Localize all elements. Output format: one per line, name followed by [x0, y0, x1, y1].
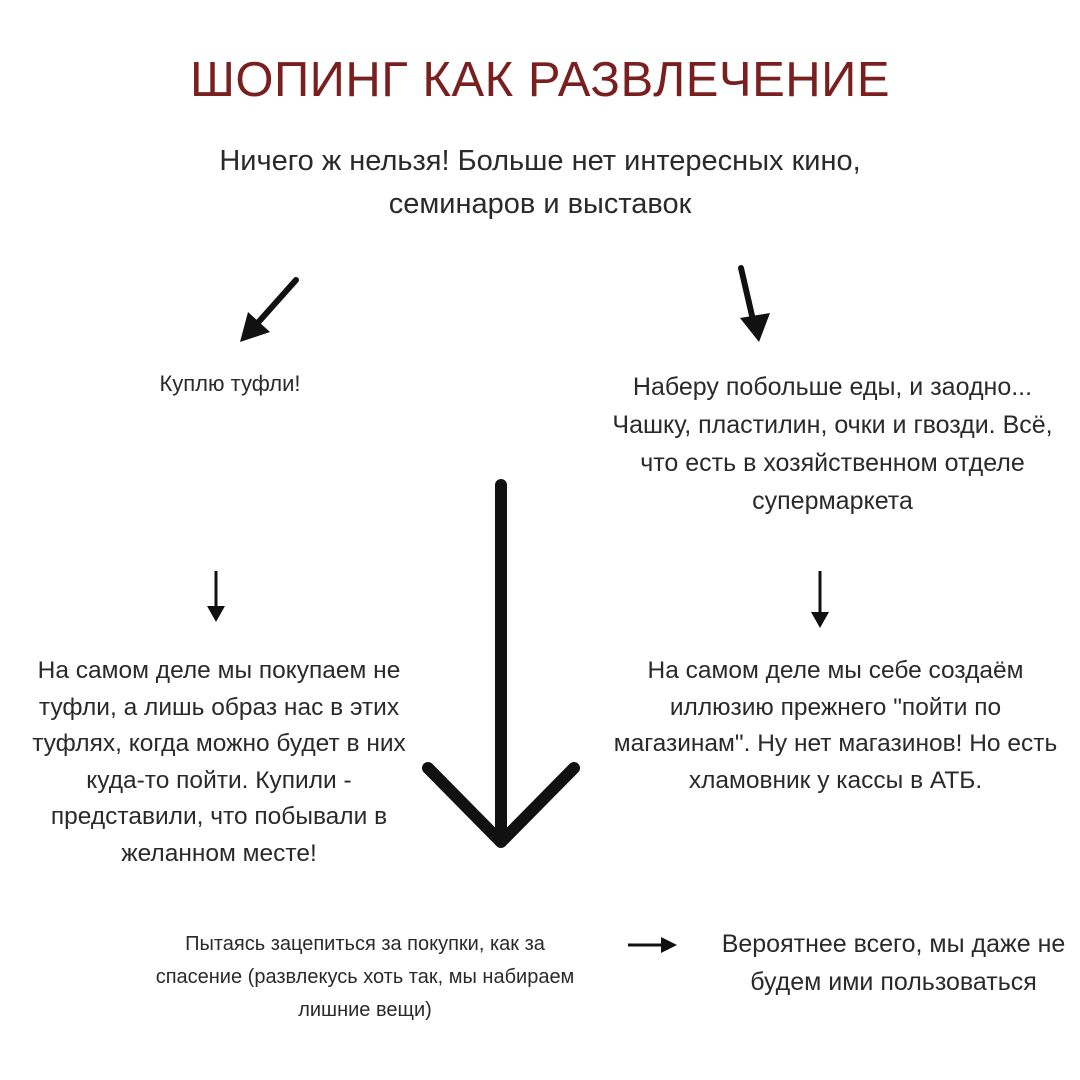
- arrow-down-left-icon: [240, 280, 296, 342]
- arrow-down-large-icon: [428, 485, 574, 842]
- left-branch-step2: На самом деле мы покупаем не туфли, а лишь образ нас в этих туфлях, когда можно будет в них куда-то пойти. Купили - представили, что побывали в желанном месте!: [32, 657, 406, 867]
- right-branch-step1: Наберу побольше еды, и заодно... Чашку, пластилин, очки и гвозди. Всё, что есть в хозяйственном отделе супермаркета: [612, 373, 1053, 515]
- arrow-right-small-icon: [628, 937, 677, 953]
- arrow-down-small-left-icon: [207, 571, 225, 622]
- left-branch-step1: Куплю туфли!: [159, 371, 301, 396]
- page-title: ШОПИНГ КАК РАЗВЛЕЧЕНИЕ: [189, 53, 891, 107]
- right-branch-step2: На самом деле мы себе создаём иллюзию прежнего "пойти по магазинам". Ну нет магазинов! Но есть хламовник у кассы в АТБ.: [613, 657, 1058, 794]
- bottom-result: Вероятнее всего, мы даже не будем ими пользоваться: [721, 930, 1066, 996]
- arrow-down-small-right-icon: [811, 571, 829, 628]
- arrow-down-right-icon: [740, 268, 770, 342]
- intro-statement: Ничего ж нельзя! Больше нет интересных кино, семинаров и выставок: [219, 145, 861, 220]
- bottom-cause: Пытаясь зацепиться за покупки, как за спасение (развлекусь хоть так, мы набираем лишние вещи): [155, 933, 575, 1021]
